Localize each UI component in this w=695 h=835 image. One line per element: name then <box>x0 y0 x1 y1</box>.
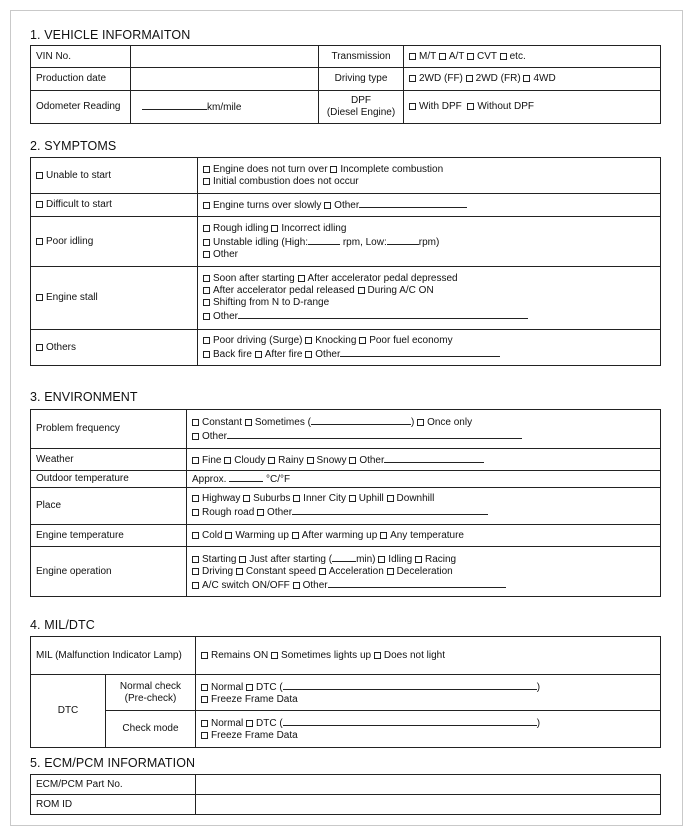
dpf-label: DPF (Diesel Engine) <box>319 91 404 124</box>
checkbox[interactable] <box>467 53 474 60</box>
blank-line-field[interactable] <box>283 716 537 726</box>
production-date-field[interactable] <box>131 68 319 91</box>
checkbox[interactable] <box>203 313 210 320</box>
checkbox[interactable] <box>239 556 246 563</box>
rom-id-field[interactable] <box>196 795 661 815</box>
section-symptoms-title: 2. SYMPTOMS <box>30 139 117 153</box>
blank-line-field[interactable] <box>328 578 506 588</box>
checkbox[interactable] <box>203 178 210 185</box>
blank-line-field[interactable] <box>238 309 528 319</box>
checkbox[interactable] <box>298 275 305 282</box>
checkbox[interactable] <box>415 556 422 563</box>
unable-to-start-options: Engine does not turn over Incomplete combustion Initial combustion does not occur <box>198 158 661 194</box>
place-label: Place <box>31 488 187 525</box>
checkbox[interactable] <box>255 351 262 358</box>
section-ecm-pcm-title: 5. ECM/PCM INFORMATION <box>30 756 196 770</box>
checkbox[interactable] <box>359 337 366 344</box>
outdoor-temperature-field[interactable]: Approx. °C/°F <box>187 471 661 488</box>
blank-line-field[interactable] <box>283 680 537 690</box>
checkbox[interactable] <box>201 720 208 727</box>
checkbox[interactable] <box>417 419 424 426</box>
checkbox[interactable] <box>387 495 394 502</box>
checkbox[interactable] <box>203 239 210 246</box>
poor-idling-options: Rough idling Incorrect idling Unstable idling (High: rpm, Low: rpm) Other <box>198 217 661 267</box>
checkbox[interactable] <box>203 351 210 358</box>
driving-type-label: Driving type <box>319 68 404 91</box>
checkbox[interactable] <box>500 53 507 60</box>
checkbox[interactable] <box>305 337 312 344</box>
checkbox[interactable] <box>358 287 365 294</box>
environment-table <box>30 409 661 597</box>
checkbox[interactable] <box>192 556 199 563</box>
blank-line-field[interactable] <box>227 429 522 439</box>
odometer-field[interactable]: km/mile <box>131 91 319 124</box>
outdoor-temperature-label: Outdoor temperature <box>31 471 187 488</box>
dpf-options: With DPF Without DPF <box>404 91 661 124</box>
checkbox[interactable] <box>245 419 252 426</box>
checkbox[interactable] <box>192 495 199 502</box>
checkbox[interactable] <box>203 166 210 173</box>
checkbox[interactable] <box>192 568 199 575</box>
checkbox[interactable] <box>293 582 300 589</box>
ecm-part-no-label: ECM/PCM Part No. <box>31 775 196 795</box>
mil-options: Remains ON Sometimes lights up Does not light <box>196 637 661 675</box>
weather-label: Weather <box>31 449 187 471</box>
blank-line-field[interactable] <box>359 198 467 208</box>
checkbox[interactable] <box>203 251 210 258</box>
engine-operation-label: Engine operation <box>31 547 187 597</box>
engine-stall-options: Soon after starting After accelerator pedal depressed After accelerator pedal released During A/C ON Shifting from N to D-range Other <box>198 267 661 330</box>
vin-field[interactable] <box>131 46 319 68</box>
checkbox[interactable] <box>349 457 356 464</box>
checkbox[interactable] <box>271 652 278 659</box>
checkbox[interactable] <box>246 720 253 727</box>
engine-stall-label: Engine stall <box>31 267 198 330</box>
problem-frequency-options: Constant Sometimes ( ) Once only Other <box>187 410 661 449</box>
checkbox[interactable] <box>374 652 381 659</box>
checkbox[interactable] <box>243 495 250 502</box>
blank-line-field[interactable] <box>384 453 484 463</box>
section-environment-title: 3. ENVIRONMENT <box>30 390 138 404</box>
checkbox[interactable] <box>203 287 210 294</box>
transmission-options: M/T A/T CVT etc. <box>404 46 661 68</box>
checkbox[interactable] <box>305 351 312 358</box>
difficult-to-start-options: Engine turns over slowly Other <box>198 194 661 217</box>
ecm-pcm-table <box>30 774 661 815</box>
checkbox[interactable] <box>467 103 474 110</box>
checkbox[interactable] <box>349 495 356 502</box>
blank-line-field[interactable] <box>308 235 340 245</box>
blank-line-field[interactable] <box>142 100 207 110</box>
checkbox[interactable] <box>439 53 446 60</box>
checkbox[interactable] <box>201 732 208 739</box>
unable-to-start-label: Unable to start <box>31 158 198 194</box>
others-options: Poor driving (Surge) Knocking Poor fuel economy Back fire After fire Other <box>198 330 661 366</box>
mil-dtc-table <box>30 636 661 748</box>
section-vehicle-info-title: 1. VEHICLE INFORMAITON <box>30 28 191 42</box>
checkbox[interactable] <box>36 344 43 351</box>
checkbox[interactable] <box>236 568 243 575</box>
mil-label: MIL (Malfunction Indicator Lamp) <box>31 637 196 675</box>
checkbox[interactable] <box>292 532 299 539</box>
difficult-to-start-label: Difficult to start <box>31 194 198 217</box>
blank-line-field[interactable] <box>340 347 500 357</box>
problem-frequency-label: Problem frequency <box>31 410 187 449</box>
weather-options: Fine Cloudy Rainy Snowy Other <box>187 449 661 471</box>
checkbox[interactable] <box>319 568 326 575</box>
normal-check-label: Normal check (Pre-check) <box>106 675 196 711</box>
checkbox[interactable] <box>36 238 43 245</box>
rom-id-label: ROM ID <box>31 795 196 815</box>
checkbox[interactable] <box>203 299 210 306</box>
driving-type-options: 2WD (FF) 2WD (FR) 4WD <box>404 68 661 91</box>
checkbox[interactable] <box>36 201 43 208</box>
checkbox[interactable] <box>192 457 199 464</box>
checkbox[interactable] <box>271 225 278 232</box>
blank-line-field[interactable] <box>311 415 411 425</box>
poor-idling-label: Poor idling <box>31 217 198 267</box>
normal-check-options: Normal DTC ( ) Freeze Frame Data <box>196 675 661 711</box>
checkbox[interactable] <box>225 532 232 539</box>
checkbox[interactable] <box>192 433 199 440</box>
section-mil-dtc-title: 4. MIL/DTC <box>30 618 95 632</box>
checkbox[interactable] <box>387 568 394 575</box>
checkbox[interactable] <box>36 294 43 301</box>
checkbox[interactable] <box>409 53 416 60</box>
checkbox[interactable] <box>409 75 416 82</box>
blank-line-field[interactable] <box>229 472 263 482</box>
checkbox[interactable] <box>192 582 199 589</box>
production-date-label: Production date <box>31 68 131 91</box>
checkbox[interactable] <box>36 172 43 179</box>
checkbox[interactable] <box>409 103 416 110</box>
checkbox[interactable] <box>192 532 199 539</box>
checkbox[interactable] <box>201 652 208 659</box>
checkbox[interactable] <box>523 75 530 82</box>
others-label: Others <box>31 330 198 366</box>
checkbox[interactable] <box>330 166 337 173</box>
checkbox[interactable] <box>192 419 199 426</box>
place-options: Highway Suburbs Inner City Uphill Downhill Rough road Other <box>187 488 661 525</box>
checkbox[interactable] <box>203 202 210 209</box>
checkbox[interactable] <box>380 532 387 539</box>
checkbox[interactable] <box>203 225 210 232</box>
ecm-part-no-field[interactable] <box>196 775 661 795</box>
symptoms-table <box>30 157 661 366</box>
checkbox[interactable] <box>257 509 264 516</box>
transmission-label: Transmission <box>319 46 404 68</box>
dtc-label: DTC <box>31 675 106 748</box>
checkbox[interactable] <box>201 684 208 691</box>
checkbox[interactable] <box>201 696 208 703</box>
checkbox[interactable] <box>224 457 231 464</box>
checkbox[interactable] <box>324 202 331 209</box>
checkbox[interactable] <box>203 337 210 344</box>
vin-label: VIN No. <box>31 46 131 68</box>
checkbox[interactable] <box>293 495 300 502</box>
engine-temperature-options: Cold Warming up After warming up Any temperature <box>187 525 661 547</box>
engine-temperature-label: Engine temperature <box>31 525 187 547</box>
check-mode-label: Check mode <box>106 711 196 748</box>
odometer-label: Odometer Reading <box>31 91 131 124</box>
engine-operation-options: Starting Just after starting ( min) Idling Racing Driving Constant speed Acceleration Deceleration A/C switch ON/OFF Other <box>187 547 661 597</box>
vehicle-info-table <box>30 45 661 124</box>
blank-line-field[interactable] <box>292 505 488 515</box>
checkbox[interactable] <box>192 509 199 516</box>
checkbox[interactable] <box>466 75 473 82</box>
checkbox[interactable] <box>378 556 385 563</box>
check-mode-options: Normal DTC ( ) Freeze Frame Data <box>196 711 661 748</box>
blank-line-field[interactable] <box>387 235 419 245</box>
checkbox[interactable] <box>246 684 253 691</box>
checkbox[interactable] <box>307 457 314 464</box>
blank-line-field[interactable] <box>332 552 356 562</box>
checkbox[interactable] <box>203 275 210 282</box>
checkbox[interactable] <box>268 457 275 464</box>
